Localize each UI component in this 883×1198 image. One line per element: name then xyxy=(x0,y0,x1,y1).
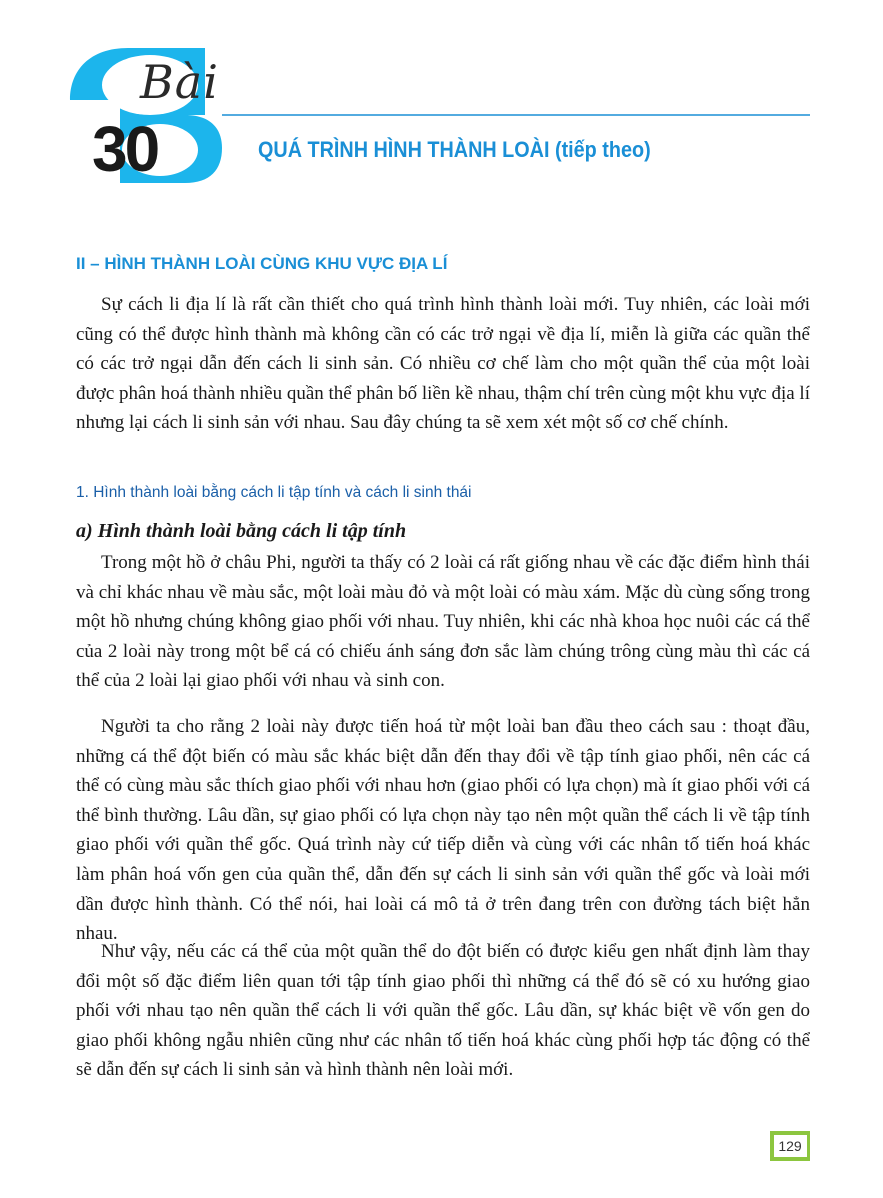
subsection-heading: 1. Hình thành loài bằng cách li tập tính và cách li sinh thái xyxy=(76,484,472,501)
lesson-number: 30 xyxy=(92,113,158,185)
lesson-title: QUÁ TRÌNH HÌNH THÀNH LOÀI (tiếp theo) xyxy=(258,137,651,162)
page-number: 129 xyxy=(778,1138,802,1154)
body-paragraph: Như vậy, nếu các cá thể của một quần thể do đột biến có được kiểu gen nhất định làm thay đổi một số đặc điểm liên quan tới tập tính giao phối thì những cá thể đó sẽ có xu hướng giao phối với nhau tạo nên quần thể cách li với quần thể gốc. Lâu dần, sự khác biệt về vốn gen do giao phối không ngẫu nhiên cũng như các nhân tố tiến hoá khác cùng phối hợp tác động có thể sẽ dẫn đến sự cách li sinh sản và hình thành nên loài mới. xyxy=(76,941,810,1081)
section-heading: II – HÌNH THÀNH LOÀI CÙNG KHU VỰC ĐỊA LÍ xyxy=(76,254,448,273)
lesson-label: Bài xyxy=(140,55,219,109)
body-paragraph: Trong một hồ ở châu Phi, người ta thấy có 2 loài cá rất giống nhau về các đặc điểm hình thái và chỉ khác nhau về màu sắc, một loài màu đỏ và một loài có màu xám. Mặc dù cùng sống trong một hồ nhưng chúng không giao phối với nhau. Tuy nhiên, khi các nhà khoa học nuôi các cá thể của 2 loài này trong một bể cá có chiếu ánh sáng đơn sắc làm chúng trông cùng màu thì các cá thể của 2 loài lại giao phối với nhau và sinh con. xyxy=(76,552,810,692)
section-intro-paragraph: Sự cách li địa lí là rất cần thiết cho quá trình hình thành loài mới. Tuy nhiên, các loài mới cũng có thể được hình thành mà không cần có các trở ngại về địa lí, miễn là giữa các quần thể có các trở ngại dẫn đến cách li sinh sản. Có nhiều cơ chế làm cho một quần thể của một loài được phân hoá thành nhiều quần thể phân bố liền kề nhau, thậm chí trên cùng một khu vực địa lí nhưng lại cách li sinh sản với nhau. Sau đây chúng ta sẽ xem xét một số cơ chế chính. xyxy=(76,294,810,434)
part-a-heading: a) Hình thành loài bằng cách li tập tính xyxy=(76,520,407,542)
body-paragraph: Người ta cho rằng 2 loài này được tiến hoá từ một loài ban đầu theo cách sau : thoạt đầu, những cá thể đột biến có màu sắc khác biệt dẫn đến thay đổi về tập tính giao phối, nên các cá thể có cùng màu sắc thích giao phối với nhau hơn (giao phối có lựa chọn) mà ít giao phối với cá thể bình thường. Lâu dần, sự giao phối có lựa chọn này tạo nên một quần thể cách li về tập tính giao phối với quần thể gốc. Quá trình này cứ tiếp diễn và cùng với các nhân tố tiến hoá khác làm phân hoá vốn gen của quần thể, dẫn đến sự cách li sinh sản với quần thể gốc và loài mới dần được hình thành. Có thể nói, hai loài cá mô tả ở trên đang trên con đường tách biệt hẳn nhau. xyxy=(76,716,810,945)
